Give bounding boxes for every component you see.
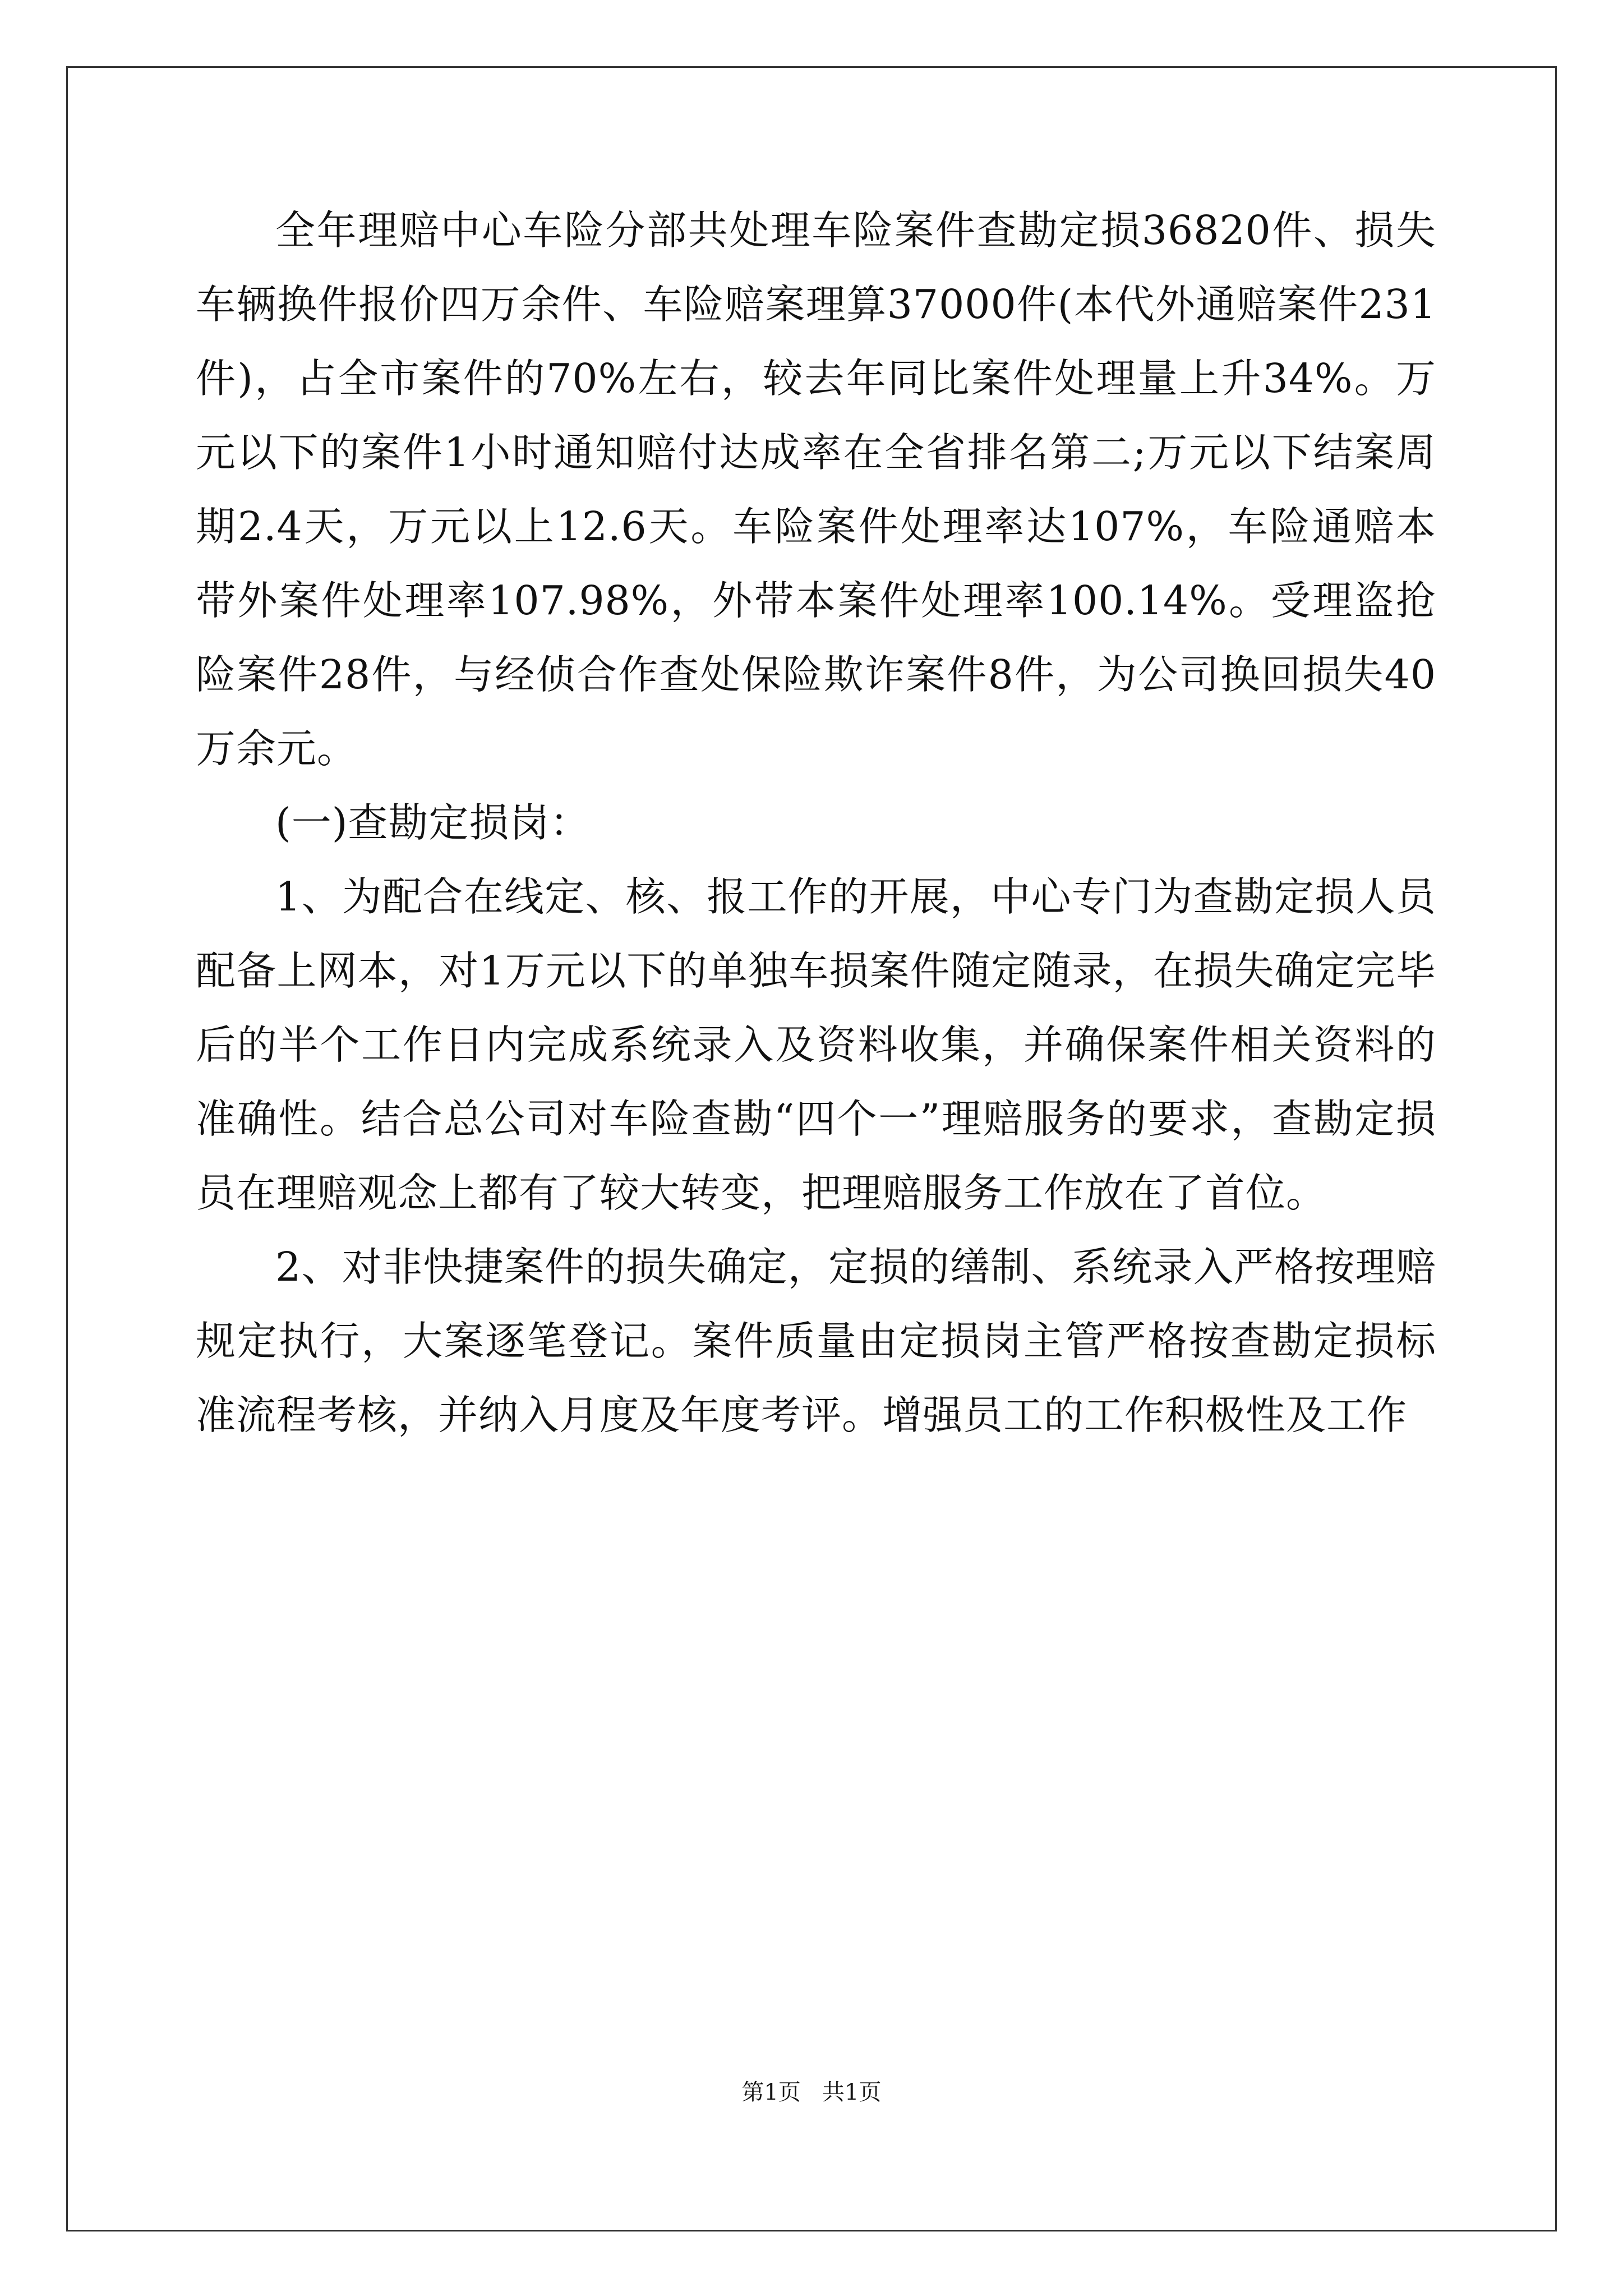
- paragraph-summary: 全年理赔中心车险分部共处理车险案件查勘定损36820件、损失车辆换件报价四万余件、车险赔案理算37000件(本代外通赔案件231件)，占全市案件的70%左右，较去年同比案件处理量上升34%。万元以下的案件1小时通知赔付达成率在全省排名第二;万元以下结案周期2.4天，万元以上12.6天。车险案件处理率达107%，车险通赔本带外案件处理率107.98%，外带本案件处理率100.14%。受理盗抢险案件28件，与经侦合作查处保险欺诈案件8件，为公司换回损失40万余元。: [196, 207, 1436, 772]
- paragraph-item-1: 1、为配合在线定、核、报工作的开展，中心专门为查勘定损人员配备上网本，对1万元以下的单独车损案件随定随录，在损失确定完毕后的半个工作日内完成系统录入及资料收集，并确保案件相关资料的准确性。结合总公司对车险查勘“四个一”理赔服务的要求，查勘定损员在理赔观念上都有了较大转变，把理赔服务工作放在了首位。: [196, 873, 1436, 1216]
- paragraph-section-heading: (一)查勘定损岗：: [275, 799, 591, 846]
- document-body: [196, 194, 1436, 1452]
- paragraph-item-2: 2、对非快捷案件的损失确定，定损的缮制、系统录入严格按理赔规定执行，大案逐笔登记。案件质量由定损岗主管严格按查勘定损标准流程考核，并纳入月度及年度考评。增强员工的工作积极性及工作: [196, 1244, 1436, 1438]
- page-number-footer: 第1页 共1页: [741, 2079, 882, 2105]
